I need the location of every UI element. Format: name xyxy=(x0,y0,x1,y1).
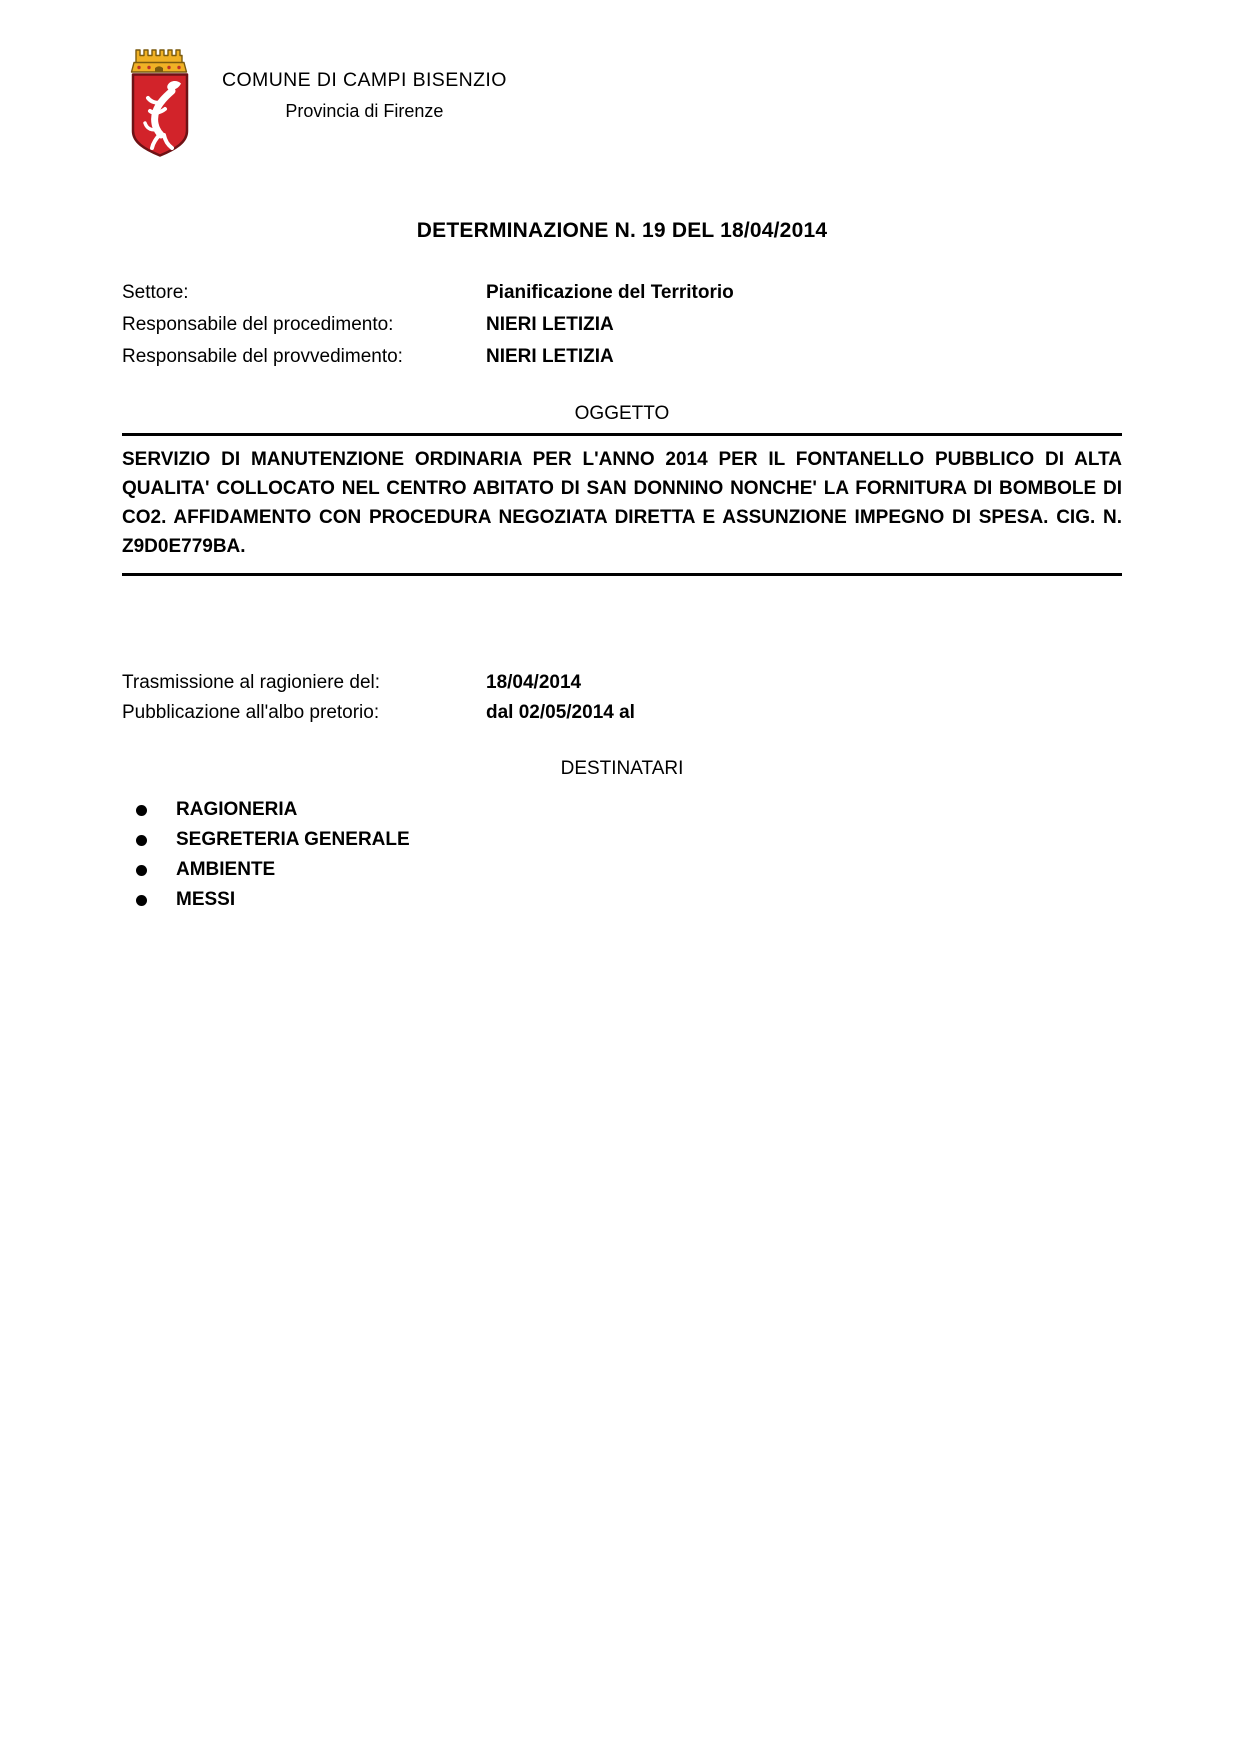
bullet-icon xyxy=(136,835,147,846)
field-label: Responsabile del provvedimento: xyxy=(122,346,403,367)
field-row-pubblicazione xyxy=(122,698,1122,728)
destinatario-item xyxy=(136,795,1122,825)
shield-icon xyxy=(133,75,187,156)
destinatario-label: MESSI xyxy=(176,889,236,910)
bullet-icon xyxy=(136,895,147,906)
oggetto-heading: OGGETTO xyxy=(574,403,670,424)
document-header xyxy=(122,0,1122,157)
destinatario-item xyxy=(136,885,1122,915)
oggetto-text: SERVIZIO DI MANUTENZIONE ORDINARIA PER L'ANNO 2014 PER IL FONTANELLO PUBBLICO DI ALTA QUALITA' COLLOCATO NEL CENTRO ABITATO DI SAN DONNINO NONCHE' LA FORNITURA DI BOMBOLE DI CO2. AFFIDAMENTO CON PROCEDURA NEGOZIATA DIRETTA E ASSUNZIONE IMPEGNO DI SPESA. CIG. N. Z9D0E779BA. xyxy=(122,449,1122,557)
destinatari-heading: DESTINATARI xyxy=(560,758,684,779)
field-row-trasmissione xyxy=(122,668,1122,698)
municipality-name: COMUNE DI CAMPI BISENZIO xyxy=(222,69,507,91)
transmission-fields xyxy=(122,668,1122,728)
field-label: Settore: xyxy=(122,282,189,303)
coat-of-arms-icon xyxy=(122,43,198,157)
field-value: dal 02/05/2014 al xyxy=(486,702,635,723)
header-text-block xyxy=(222,43,507,122)
field-value: Pianificazione del Territorio xyxy=(486,282,734,303)
bullet-icon xyxy=(136,865,147,876)
detail-fields xyxy=(122,277,1122,373)
destinatario-label: AMBIENTE xyxy=(176,859,276,880)
province-name: Provincia di Firenze xyxy=(285,101,444,121)
crown-arch xyxy=(155,66,163,72)
destinatario-label: RAGIONERIA xyxy=(176,799,298,820)
document-title: DETERMINAZIONE N. 19 DEL 18/04/2014 xyxy=(416,219,828,242)
field-row-responsabile-provvedimento xyxy=(122,341,1122,373)
field-row-responsabile-procedimento xyxy=(122,309,1122,341)
field-value: NIERI LETIZIA xyxy=(486,346,614,367)
field-label: Pubblicazione all'albo pretorio: xyxy=(122,702,380,723)
destinatario-label: SEGRETERIA GENERALE xyxy=(176,829,410,850)
field-row-settore xyxy=(122,277,1122,309)
rule-below-oggetto xyxy=(122,573,1122,576)
field-label: Trasmissione al ragioniere del: xyxy=(122,672,381,693)
destinatario-item xyxy=(136,855,1122,885)
field-label: Responsabile del procedimento: xyxy=(122,314,394,335)
bullet-icon xyxy=(136,805,147,816)
rule-above-oggetto xyxy=(122,433,1122,436)
coat-of-arms xyxy=(122,43,198,157)
field-value: NIERI LETIZIA xyxy=(486,314,614,335)
destinatario-item xyxy=(136,825,1122,855)
field-value: 18/04/2014 xyxy=(486,672,582,693)
destinatari-list xyxy=(122,795,1122,915)
